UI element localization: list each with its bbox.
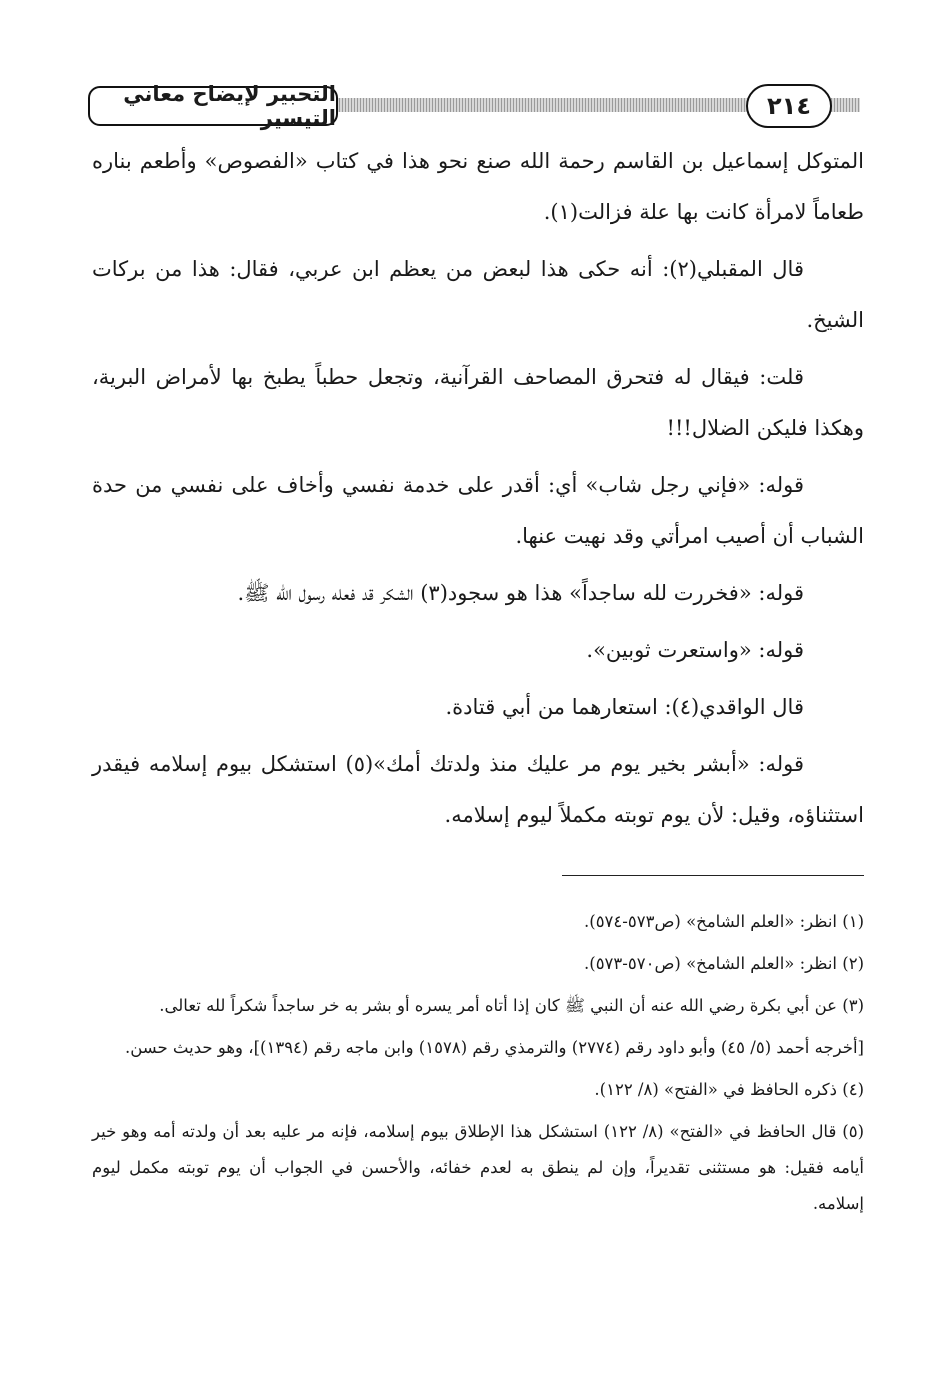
page-number-badge [746, 84, 832, 128]
footnote: (٢) انظر: «العلم الشامخ» (ص٥٧٠-٥٧٣). [584, 954, 864, 973]
footnotes [92, 904, 864, 1228]
book-title: التحبير لإيضاح معاني التيسير [123, 82, 336, 130]
footnote: (٣) عن أبي بكرة رضي الله عنه أن النبي ﷺ كان إذا أتاه أمر يسره أو بشر به خر ساجداً شكراً لله تعالى. [159, 996, 864, 1015]
paragraph: قال المقبلي(٢): أنه حكى هذا لبعض من يعظم ابن عربي، فقال: هذا من بركات الشيخ. [92, 257, 864, 332]
paragraph: قوله: «فخررت لله ساجداً» هذا هو سجود(٣) الشكر قد فعله رسول الله ﷺ. [237, 581, 804, 605]
footnote: (٥) قال الحافظ في «الفتح» (٨/ ١٢٢) استشكل هذا الإطلاق بيوم إسلامه، فإنه مر عليه بعد أن ولدته أمه وهو خير أيامه فقيل: هو مستثنى تقديراً، وإن لم ينطق به لعدم خفائه، والأحسن في الجواب أن يوم توبته مكمل ليوم إسلامه. [92, 1122, 864, 1213]
footnote: (٤) ذكره الحافظ في «الفتح» (٨/ ١٢٢). [594, 1080, 864, 1099]
page-number: ٢١٤ [767, 92, 811, 120]
footnote-separator [562, 875, 864, 876]
main-text [92, 136, 864, 847]
paragraph: قال الواقدي(٤): استعارهما من أبي قتادة. [445, 695, 804, 719]
paragraph: قلت: فيقال له فتحرق المصاحف القرآنية، وتجعل حطباً يطبخ بها لأمراض البرية، وهكذا فليكن الضلال!!! [92, 365, 864, 440]
paragraph: قوله: «أبشر بخير يوم مر عليك منذ ولدتك أمك»(٥) استشكل بيوم إسلامه فيقدر استثناؤه، وقيل: لأن يوم توبته مكملاً ليوم إسلامه. [92, 752, 864, 827]
paragraph: قوله: «فإني رجل شاب» أي: أقدر على خدمة نفسي وأخاف على نفسي من حدة الشباب أن أصيب امرأتي وقد نهيت عنها. [92, 473, 864, 548]
paragraph: المتوكل إسماعيل بن القاسم رحمة الله صنع نحو هذا في كتاب «الفصوص» وأطعم بناره طعاماً لامرأة كانت بها علة فزالت(١). [92, 149, 864, 224]
footnote: (١) انظر: «العلم الشامخ» (ص٥٧٣-٥٧٤). [584, 912, 864, 931]
paragraph: قوله: «واستعرت ثوبين». [586, 638, 804, 662]
book-title-box [88, 82, 338, 130]
footnote: [أخرجه أحمد (٥/ ٤٥) وأبو داود رقم (٢٧٧٤) والترمذي رقم (١٥٧٨) وابن ماجه رقم (١٣٩٤)]، وهو حديث حسن. [124, 1038, 864, 1057]
